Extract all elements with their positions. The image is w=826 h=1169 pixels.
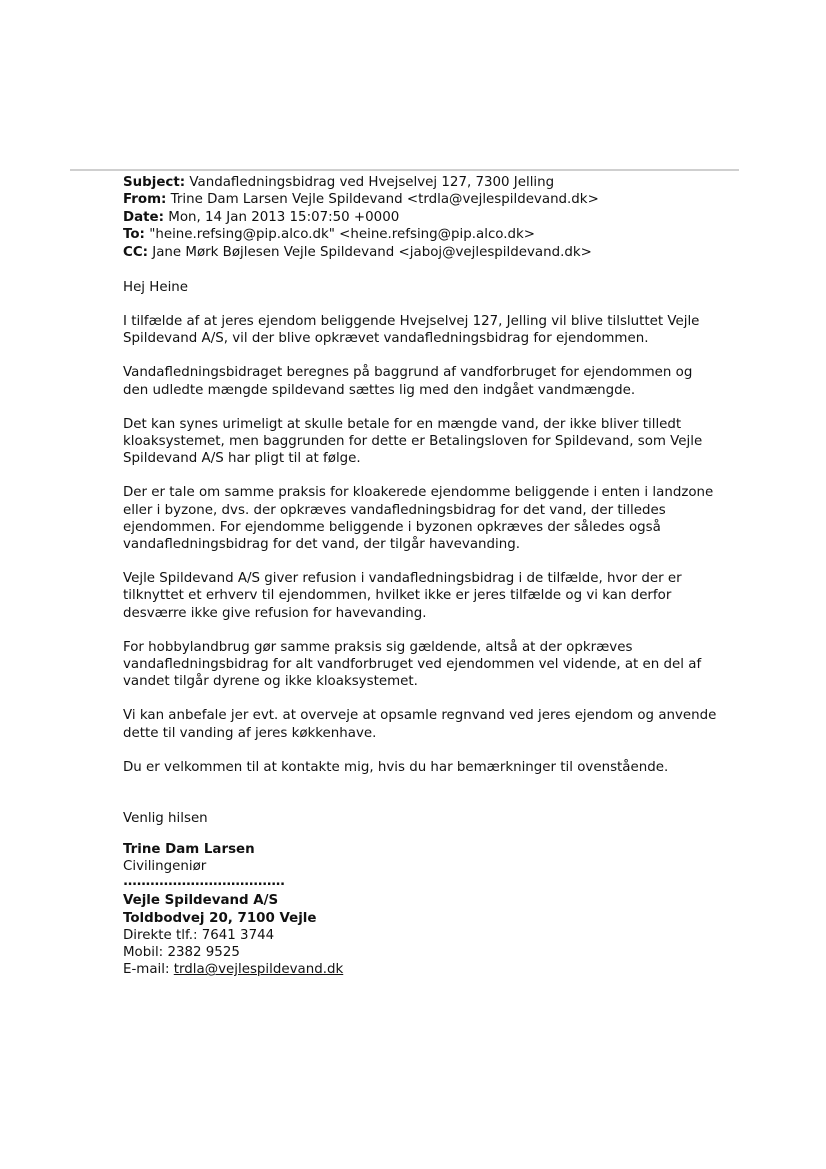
subject-value: Vandafledningsbidrag ved Hvejselvej 127, 7300 Jelling (189, 175, 555, 190)
cc-label: CC: (123, 244, 149, 260)
cc-value: Jane Mørk Bøjlesen Vejle Spildevand <jaboj@vejlespildevand.dk> (152, 244, 592, 260)
body-paragraph: Du er velkommen til at kontakte mig, hvis du har bemærkninger til ovenstående. (123, 759, 669, 775)
email-printout (123, 174, 723, 978)
date-value: Mon, 14 Jan 2013 15:07:50 +0000 (168, 209, 400, 225)
body-paragraph: For hobbylandbrug gør samme praksis sig gældende, altså at der opkræves vandafledningsbidrag for alt vandforbruget ved ejendommen vel vidende, at en del af vandet tilgår dyrene og ikke kloaksystemet. (123, 639, 702, 690)
subject-line (123, 174, 723, 191)
signature-separator: .................................... (123, 874, 285, 890)
body-paragraph: Det kan synes urimeligt at skulle betale for en mængde vand, der ikke bliver tilledt kloaksystemet, men baggrunden for dette er Betalingsloven for Spildevand, som Vejle Spildevand A/S har pligt til at følge. (123, 416, 703, 467)
signature-name: Trine Dam Larsen (123, 842, 255, 858)
signature-email-label: E-mail: (123, 962, 174, 978)
cc-line (123, 244, 723, 261)
signature-company: Vejle Spildevand A/S (123, 893, 279, 909)
signature-block (123, 841, 723, 978)
signature-mobile: Mobil: 2382 9525 (123, 945, 240, 961)
body-paragraph: Vi kan anbefale jer evt. at overveje at opsamle regnvand ved jeres ejendom og anvende dette til vanding af jeres køkkenhave. (123, 708, 717, 741)
greeting: Hej Heine (123, 279, 189, 295)
to-value: "heine.refsing@pip.alco.dk" <heine.refsing@pip.alco.dk> (149, 227, 535, 243)
closing: Venlig hilsen (123, 811, 208, 827)
from-line (123, 191, 723, 208)
signature-address: Toldbodvej 20, 7100 Vejle (123, 910, 317, 926)
body-paragraph: I tilfælde af at jeres ejendom beliggende Hvejselvej 127, Jelling vil blive tilsluttet Vejle Spildevand A/S, vil der blive opkrævet vandafledningsbidrag for ejendommen. (123, 313, 700, 347)
body-paragraph: Vejle Spildevand A/S giver refusion i vandafledningsbidrag i de tilfælde, hvor der er tilknyttet et erhverv til ejendommen, hvilket ikke er jeres tilfælde og vi kan derfor desværre ikke give refusion for havevanding. (123, 571, 682, 621)
signature-phone: Direkte tlf.: 7641 3744 (123, 927, 275, 943)
from-label: From: (123, 192, 167, 208)
subject-label: Subject: (123, 175, 186, 190)
body-paragraph: Vandafledningsbidraget beregnes på baggrund af vandforbruget for ejendommen og den udledte mængde spildevand sættes lig med den indgået vandmængde. (123, 365, 693, 398)
signature-email-line (123, 961, 723, 978)
to-line (123, 226, 723, 243)
signature-title: Civilingeniør (123, 859, 207, 875)
body-paragraph: Der er tale om samme praksis for kloakerede ejendomme beliggende i enten i landzone eller i byzone, dvs. der opkræves vandafledningsbidrag for det vand, der tilledes ejendommen. For ejendomme beliggende i byzonen opkræves der således også vandafledningsbidrag for det vand, der tilgår havevanding. (123, 485, 714, 552)
to-label: To: (123, 227, 145, 243)
from-value: Trine Dam Larsen Vejle Spildevand <trdla@vejlespildevand.dk> (170, 192, 599, 208)
signature-email-link[interactable]: trdla@vejlespildevand.dk (173, 962, 344, 978)
date-label: Date: (123, 209, 164, 225)
header-divider (70, 169, 739, 171)
date-line (123, 209, 723, 226)
